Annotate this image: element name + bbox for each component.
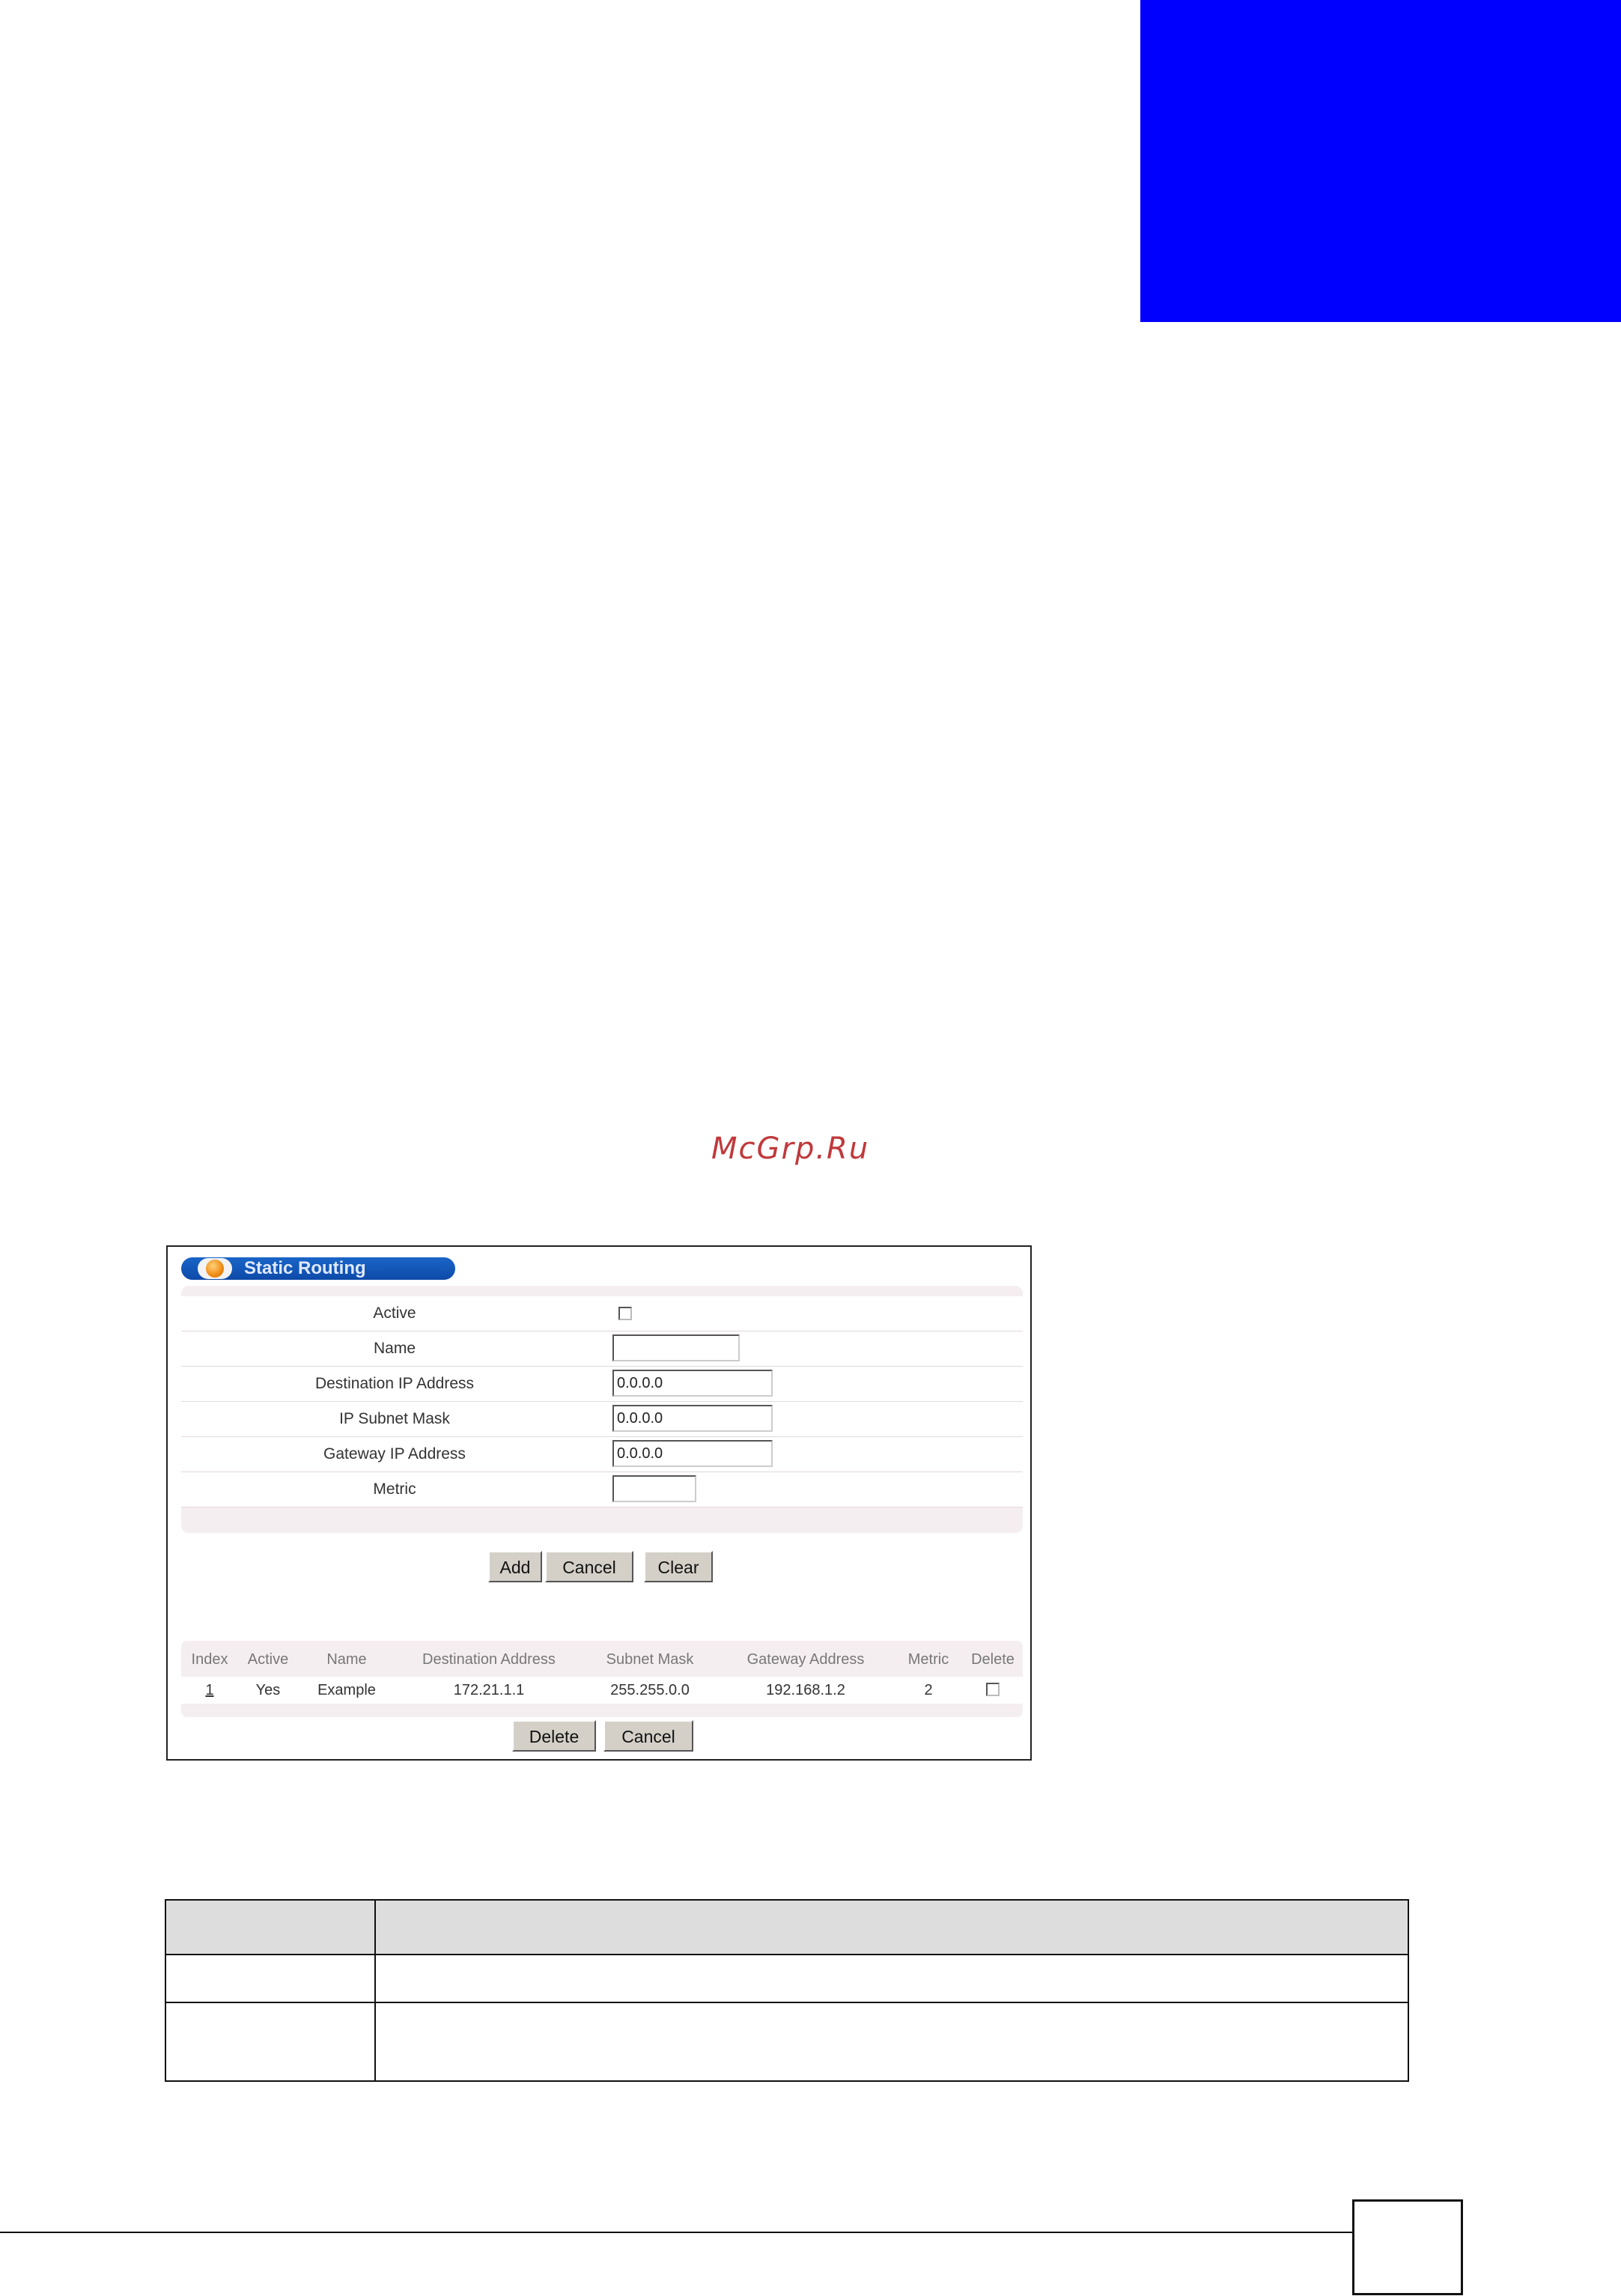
table-cancel-button[interactable]: Cancel <box>603 1720 693 1752</box>
metric-label: Metric <box>373 1480 416 1498</box>
name-label: Name <box>373 1340 416 1357</box>
header-delete: Delete <box>971 1651 1015 1668</box>
description-row <box>165 1955 1408 2003</box>
header-name: Name <box>326 1651 367 1668</box>
row-mask-cell: 255.255.0.0 <box>583 1677 717 1704</box>
row-gateway <box>181 1437 1023 1472</box>
screen-title: Static Routing <box>244 1258 366 1278</box>
row-destination-cell: 172.21.1.1 <box>395 1677 583 1704</box>
metric-input[interactable] <box>612 1475 696 1502</box>
add-button[interactable]: Add <box>488 1551 542 1582</box>
footer-rule <box>0 2232 1352 2233</box>
header-destination: Destination Address <box>422 1651 556 1668</box>
gateway-ip-input[interactable]: 0.0.0.0 <box>612 1440 773 1467</box>
row-active-cell: Yes <box>238 1677 298 1704</box>
header-subnet-mask: Subnet Mask <box>606 1651 694 1668</box>
row-metric <box>181 1472 1023 1507</box>
route-table <box>181 1641 1023 1717</box>
row-gateway-cell: 192.168.1.2 <box>717 1677 894 1704</box>
watermark: McGrp.Ru <box>711 1132 870 1166</box>
name-input[interactable] <box>612 1334 740 1361</box>
cancel-button[interactable]: Cancel <box>545 1551 633 1582</box>
row-active <box>181 1296 1023 1331</box>
destination-ip-label: Destination IP Address <box>314 1375 475 1392</box>
destination-ip-input[interactable]: 0.0.0.0 <box>612 1370 773 1397</box>
gateway-ip-label: Gateway IP Address <box>323 1445 466 1463</box>
field-description-table <box>165 1899 1409 2082</box>
row-name-cell: Example <box>298 1677 395 1704</box>
chapter-tab <box>1140 0 1621 322</box>
screen-title-bar <box>181 1257 455 1280</box>
row-destination <box>181 1367 1023 1402</box>
static-route-form <box>181 1286 1023 1533</box>
active-label: Active <box>373 1305 416 1322</box>
clear-button[interactable]: Clear <box>644 1551 713 1582</box>
header-active: Active <box>247 1651 289 1668</box>
header-gateway: Gateway Address <box>746 1651 865 1668</box>
static-routing-screenshot <box>166 1245 1032 1761</box>
row-name <box>181 1331 1023 1367</box>
row-index-link[interactable] <box>181 1677 238 1704</box>
index-link-text[interactable]: 1 <box>205 1682 214 1698</box>
description-header-row <box>165 1900 1408 1955</box>
subnet-mask-input[interactable]: 0.0.0.0 <box>612 1405 773 1432</box>
description-row <box>165 2002 1408 2081</box>
orb-icon <box>198 1258 232 1279</box>
header-index: Index <box>191 1651 228 1668</box>
delete-button[interactable]: Delete <box>512 1720 596 1752</box>
row-subnet-mask <box>181 1402 1023 1437</box>
header-metric: Metric <box>907 1651 949 1668</box>
row-delete-checkbox[interactable] <box>986 1683 1000 1696</box>
page-number-box <box>1352 2199 1463 2295</box>
row-metric-cell: 2 <box>894 1677 963 1704</box>
subnet-mask-label: IP Subnet Mask <box>339 1410 450 1427</box>
active-checkbox[interactable] <box>618 1307 632 1320</box>
